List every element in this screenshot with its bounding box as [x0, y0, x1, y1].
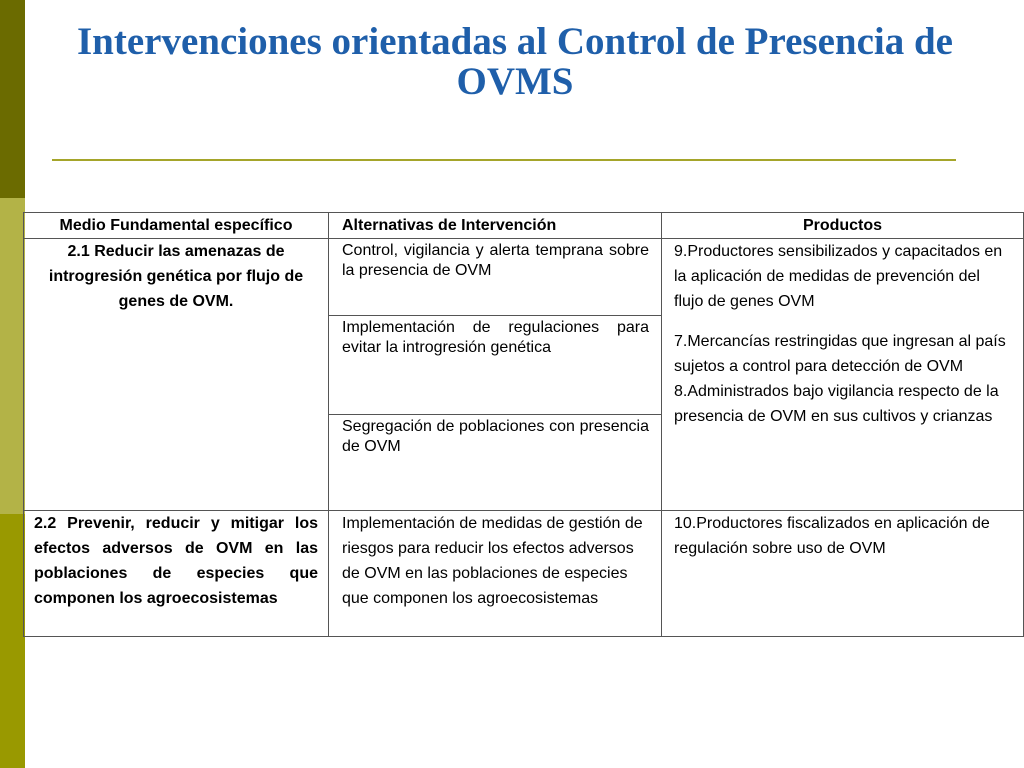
table-header-row — [24, 213, 1024, 239]
alternativa-cell: Segregación de poblaciones con presencia de OVM — [329, 415, 662, 511]
table-row — [24, 239, 1024, 316]
alternativa-cell: Implementación de regulaciones para evitar la introgresión genética — [329, 316, 662, 415]
decorative-sidebar — [0, 0, 25, 768]
interventions-table — [23, 212, 1024, 637]
column-header-medio: Medio Fundamental específico — [24, 213, 329, 239]
table-row — [24, 511, 1024, 637]
productos-cell — [662, 511, 1024, 637]
medio-cell: 2.2 Prevenir, reducir y mitigar los efectos adversos de OVM en las poblaciones de especies que componen los agroecosistemas — [24, 511, 329, 637]
slide-title: Intervenciones orientadas al Control de Presencia de OVMS — [77, 20, 953, 103]
sidebar-band-dark — [0, 0, 25, 198]
sidebar-band-mid — [0, 514, 25, 768]
producto-item: 10.Productores fiscalizados en aplicación de regulación sobre uso de OVM — [674, 515, 990, 557]
producto-item: 7.Mercancías restringidas que ingresan al país sujetos a control para detección de OVM — [674, 333, 1006, 375]
column-header-alternativas: Alternativas de Intervención — [329, 213, 662, 239]
title-divider — [52, 159, 956, 161]
sidebar-band-light — [0, 198, 25, 514]
column-header-productos: Productos — [662, 213, 1024, 239]
producto-item: 8.Administrados bajo vigilancia respecto de la presencia de OVM en sus cultivos y crianzas — [674, 383, 999, 425]
alternativa-cell: Implementación de medidas de gestión de riesgos para reducir los efectos adversos de OVM en las poblaciones de especies que componen los agroecosistemas — [329, 511, 662, 637]
alternativa-cell: Control, vigilancia y alerta temprana sobre la presencia de OVM — [329, 239, 662, 316]
producto-item: 9.Productores sensibilizados y capacitados en la aplicación de medidas de prevención del flujo de genes OVM — [674, 243, 1003, 310]
productos-cell — [662, 239, 1024, 511]
medio-cell: 2.1 Reducir las amenazas de introgresión genética por flujo de genes de OVM. — [24, 239, 329, 511]
